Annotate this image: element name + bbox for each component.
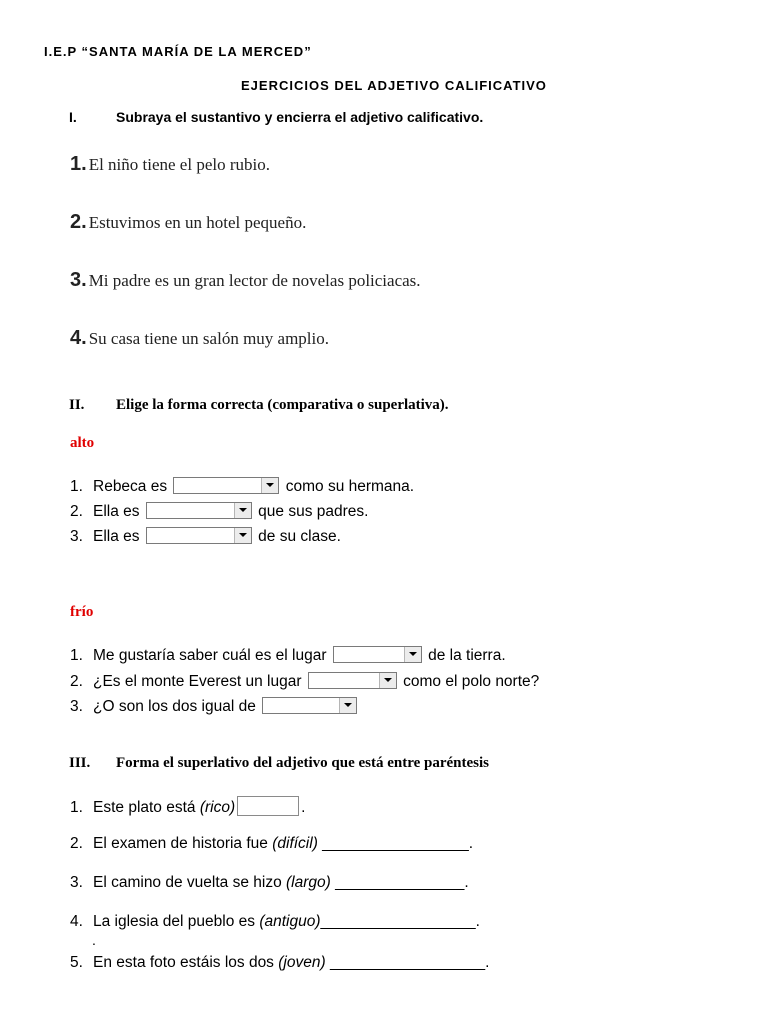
item-text-before: ¿O son los dos igual de	[93, 698, 256, 715]
exercise-3-item	[70, 796, 305, 817]
item-text-after: como el polo norte?	[403, 673, 540, 690]
exercise-1-item	[70, 211, 306, 234]
item-text: El niño tiene el pelo rubio.	[88, 155, 270, 174]
school-name: I.E.P “SANTA MARÍA DE LA MERCED”	[44, 44, 312, 59]
answer-blank[interactable]: __________________.	[325, 954, 490, 971]
item-text-before: Rebeca es	[93, 478, 168, 495]
answer-blank[interactable]: __________________.	[320, 913, 480, 930]
item-number: 1.	[70, 647, 83, 664]
item-text: Su casa tiene un salón muy amplio.	[88, 329, 330, 348]
adjective-hint: (largo)	[286, 874, 331, 891]
item-text-after: de su clase.	[258, 528, 341, 545]
item-text-before: La iglesia del pueblo es	[93, 913, 256, 930]
item-number: 1.	[70, 153, 87, 175]
item-text-before: Este plato está	[93, 799, 196, 816]
section-2-heading	[69, 397, 449, 414]
section-3-number: III.	[69, 755, 91, 771]
chevron-down-icon[interactable]	[261, 478, 278, 493]
item-text-before: El examen de historia fue	[93, 835, 268, 852]
exercise-2-item	[70, 477, 414, 496]
answer-textbox[interactable]	[237, 796, 299, 816]
exercise-1-item	[70, 327, 329, 350]
section-3-instruction: Forma el superlativo del adjetivo que está entre paréntesis	[116, 755, 490, 771]
item-number: 1.	[70, 799, 83, 816]
exercise-2-item	[70, 646, 506, 665]
item-text-before: ¿Es el monte Everest un lugar	[93, 673, 302, 690]
item-text-before: Me gustaría saber cuál es el lugar	[93, 647, 327, 664]
item-text: Mi padre es un gran lector de novelas policiacas.	[88, 271, 421, 290]
item-number: 2.	[70, 503, 83, 520]
section-1-number: I.	[69, 109, 77, 125]
keyword-alto: alto	[70, 435, 95, 451]
adjective-hint: (antiguo)	[259, 913, 321, 930]
exercise-2-item	[70, 672, 539, 691]
item-number: 3.	[70, 874, 83, 891]
answer-dropdown[interactable]	[308, 672, 397, 689]
item-number: 3.	[70, 528, 83, 545]
section-1-heading	[69, 109, 483, 125]
exercise-3-item	[70, 835, 473, 853]
item-text-before: En esta foto estáis los dos	[93, 954, 274, 971]
section-1-instruction: Subraya el sustantivo y encierra el adjetivo calificativo.	[116, 109, 484, 125]
item-number: 3.	[70, 269, 87, 291]
section-3-heading	[69, 755, 489, 772]
adjective-hint: (rico)	[199, 799, 236, 816]
page-title: EJERCICIOS DEL ADJETIVO CALIFICATIVO	[241, 78, 547, 93]
exercise-2-item	[70, 502, 368, 521]
item-number: 2.	[70, 673, 83, 690]
item-number: 2.	[70, 211, 87, 233]
section-2-instruction: Elige la forma correcta (comparativa o superlativa).	[116, 397, 449, 413]
item-text-before: Ella es	[93, 528, 140, 545]
item-number: 3.	[70, 698, 83, 715]
stray-dot: .	[92, 932, 96, 948]
item-number: 4.	[70, 327, 87, 349]
exercise-2-item	[70, 697, 359, 716]
answer-dropdown[interactable]	[333, 646, 422, 663]
chevron-down-icon[interactable]	[404, 647, 421, 662]
answer-dropdown[interactable]	[146, 502, 252, 519]
item-text-before: Ella es	[93, 503, 140, 520]
item-number: 1.	[70, 478, 83, 495]
item-text-after: de la tierra.	[428, 647, 506, 664]
exercise-3-item	[70, 874, 469, 892]
exercise-2-item	[70, 527, 341, 546]
section-2-number: II.	[69, 397, 85, 413]
answer-blank[interactable]: _________________.	[317, 835, 474, 852]
answer-dropdown[interactable]	[146, 527, 252, 544]
item-text: Estuvimos en un hotel pequeño.	[88, 213, 307, 232]
item-number: 2.	[70, 835, 83, 852]
exercise-1-item	[70, 153, 270, 176]
adjective-hint: (joven)	[278, 954, 326, 971]
exercise-3-item	[70, 913, 480, 931]
item-text-after: que sus padres.	[258, 503, 369, 520]
chevron-down-icon[interactable]	[234, 528, 251, 543]
exercise-3-item	[70, 954, 489, 972]
item-text-after: .	[301, 799, 306, 816]
item-text-after: como su hermana.	[285, 478, 415, 495]
answer-dropdown[interactable]	[262, 697, 357, 714]
item-number: 5.	[70, 954, 83, 971]
chevron-down-icon[interactable]	[379, 673, 396, 688]
adjective-hint: (difícil)	[272, 835, 318, 852]
chevron-down-icon[interactable]	[234, 503, 251, 518]
item-number: 4.	[70, 913, 83, 930]
chevron-down-icon[interactable]	[339, 698, 356, 713]
answer-dropdown[interactable]	[173, 477, 279, 494]
exercise-1-item	[70, 269, 421, 292]
answer-blank[interactable]: _______________.	[330, 874, 469, 891]
keyword-frio: frío	[70, 604, 94, 620]
item-text-before: El camino de vuelta se hizo	[93, 874, 282, 891]
